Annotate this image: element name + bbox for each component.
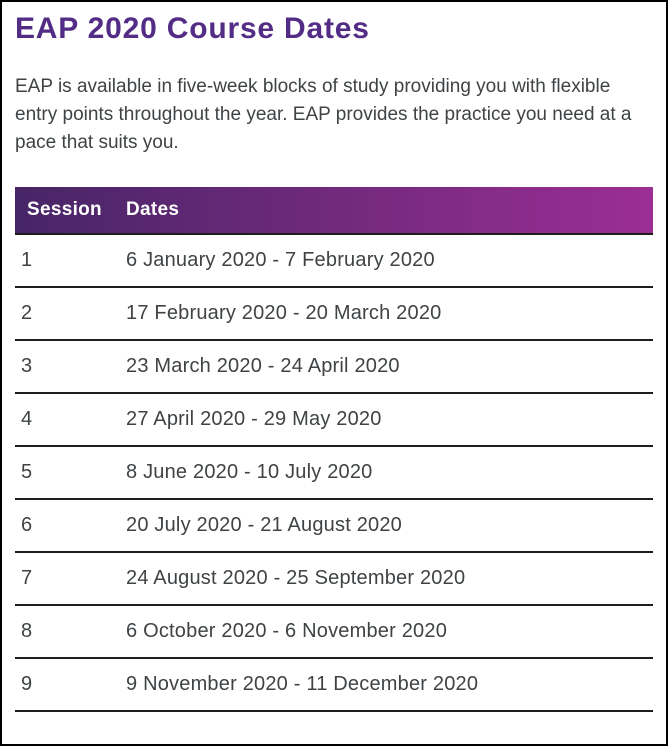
dates-cell: 27 April 2020 - 29 May 2020 — [121, 393, 653, 446]
table-body — [15, 234, 653, 711]
dates-cell: 24 August 2020 - 25 September 2020 — [121, 552, 653, 605]
course-dates-table — [15, 187, 653, 712]
dates-cell: 17 February 2020 - 20 March 2020 — [121, 287, 653, 340]
intro-paragraph: EAP is available in five-week blocks of study providing you with flexible entry points throughout the year. EAP provides the practice you need at a pace that suits you. — [15, 76, 632, 153]
session-cell: 2 — [15, 287, 121, 340]
table-row — [15, 499, 653, 552]
table-row — [15, 393, 653, 446]
dates-cell: 20 July 2020 - 21 August 2020 — [121, 499, 653, 552]
table-header-row — [15, 187, 653, 234]
table-row — [15, 287, 653, 340]
session-cell: 1 — [15, 234, 121, 287]
dates-cell: 8 June 2020 - 10 July 2020 — [121, 446, 653, 499]
dates-cell: 6 January 2020 - 7 February 2020 — [121, 234, 653, 287]
session-cell: 4 — [15, 393, 121, 446]
session-cell: 6 — [15, 499, 121, 552]
session-cell: 7 — [15, 552, 121, 605]
column-header-session: Session — [15, 187, 121, 234]
column-header-dates: Dates — [121, 187, 653, 234]
table-row — [15, 658, 653, 711]
table-row — [15, 446, 653, 499]
dates-cell: 23 March 2020 - 24 April 2020 — [121, 340, 653, 393]
table-row — [15, 340, 653, 393]
session-cell: 9 — [15, 658, 121, 711]
session-cell: 8 — [15, 605, 121, 658]
dates-cell: 9 November 2020 - 11 December 2020 — [121, 658, 653, 711]
table-row — [15, 234, 653, 287]
session-cell: 5 — [15, 446, 121, 499]
page-title: EAP 2020 Course Dates — [15, 12, 370, 45]
table-row — [15, 605, 653, 658]
session-cell: 3 — [15, 340, 121, 393]
dates-cell: 6 October 2020 - 6 November 2020 — [121, 605, 653, 658]
table-row — [15, 552, 653, 605]
